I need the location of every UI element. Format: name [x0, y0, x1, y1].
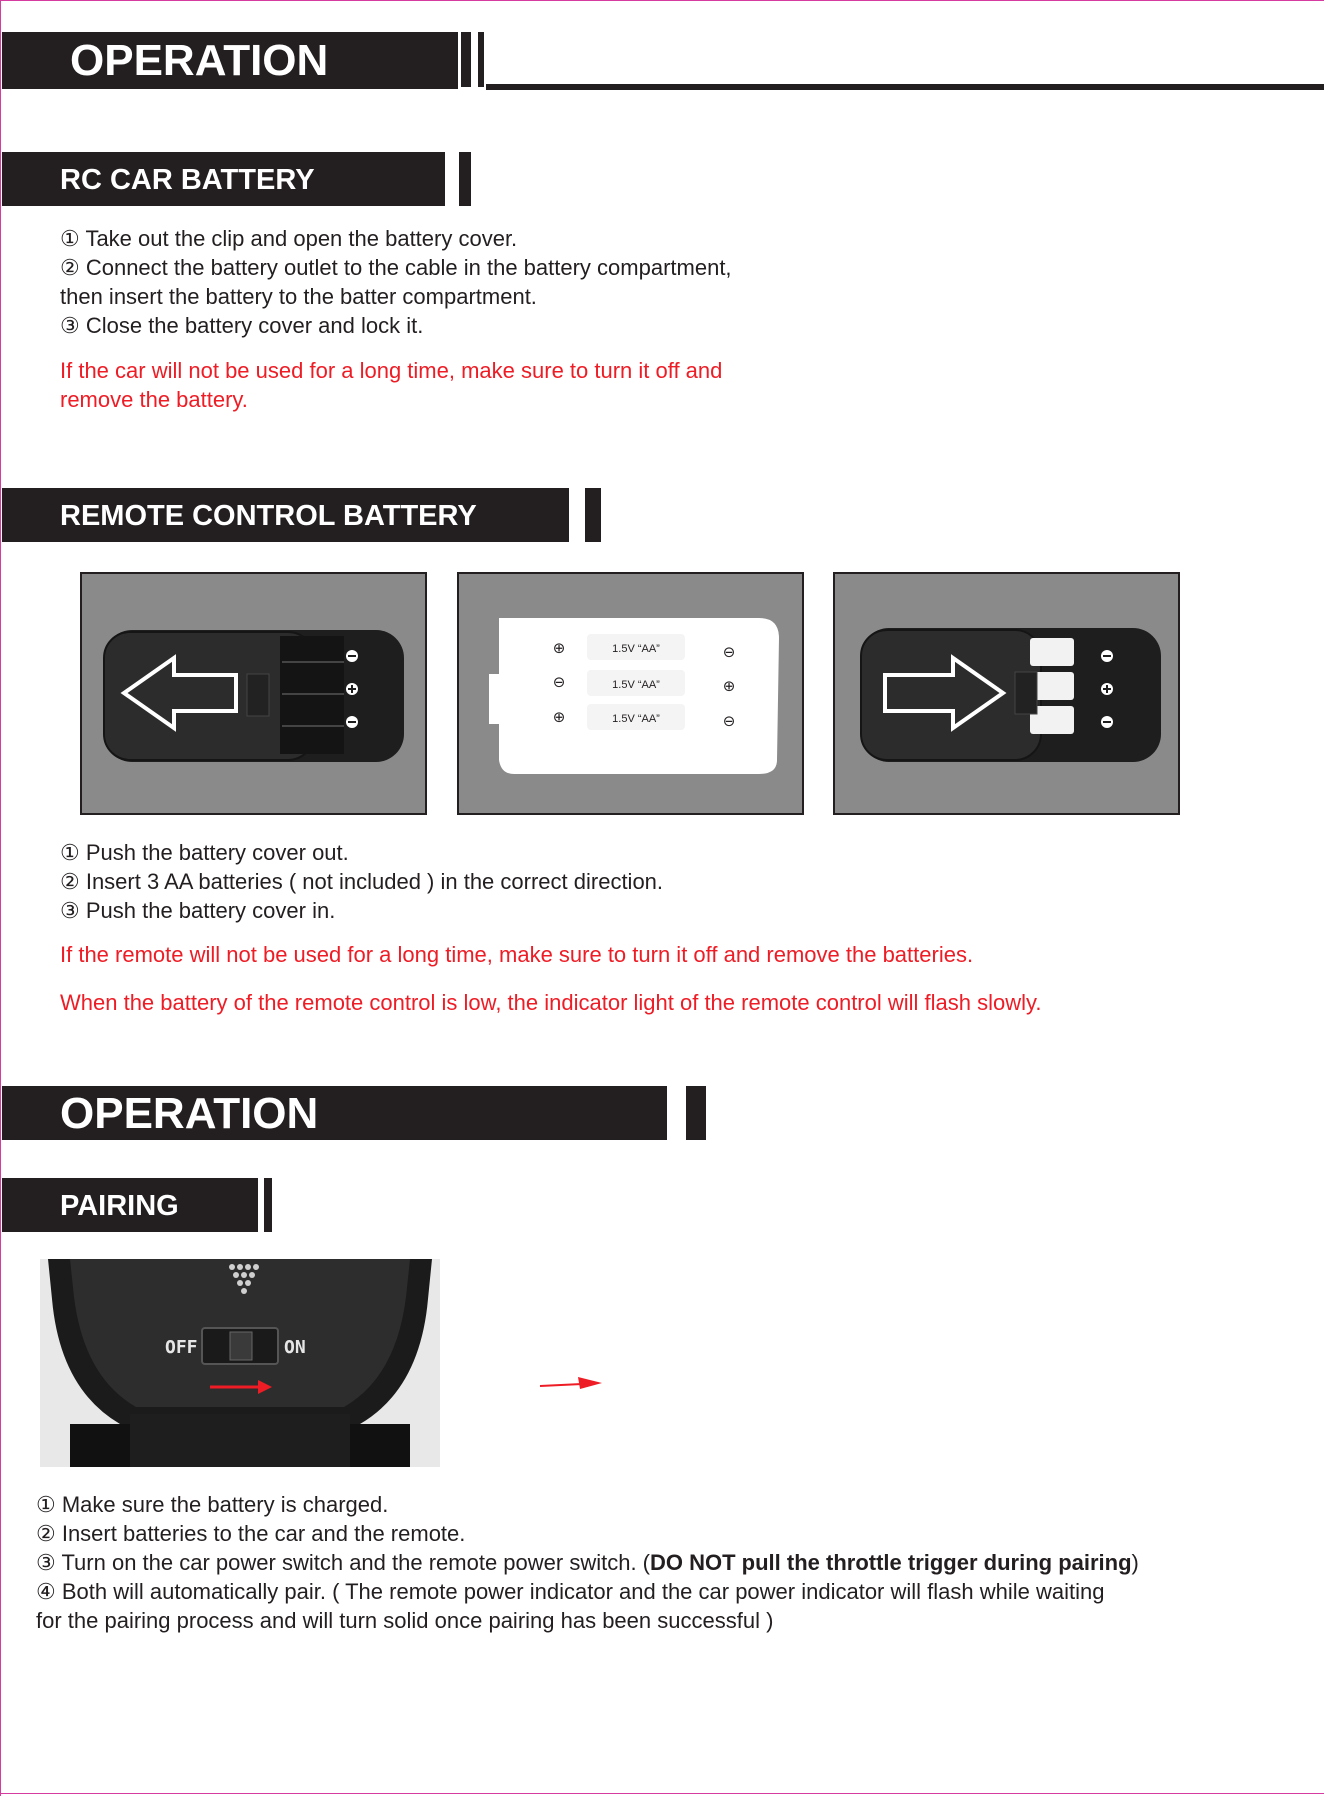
- section-divider: [686, 1086, 706, 1140]
- step-text: ① Take out the clip and open the battery cover.: [60, 226, 518, 251]
- warning-line: remove the battery.: [60, 387, 248, 412]
- svg-text:⊕: ⊕: [722, 677, 736, 695]
- svg-text:⊖: ⊖: [722, 712, 736, 730]
- warning-text: If the remote will not be used for a long time, make sure to turn it off and remove the batteries.: [60, 942, 974, 967]
- step-text: ① Make sure the battery is charged.: [36, 1492, 389, 1517]
- page-title: OPERATION: [70, 36, 329, 85]
- section-heading-bar: [2, 488, 569, 542]
- step-text: ② Insert batteries to the car and the remote.: [36, 1521, 466, 1546]
- section-title: RC CAR BATTERY: [60, 164, 315, 196]
- header-rule: [486, 84, 1324, 90]
- warning-text: [60, 356, 722, 414]
- section-title: PAIRING: [60, 1190, 179, 1222]
- step-text: ② Connect the battery outlet to the cable in the battery compartment,: [60, 255, 732, 280]
- battery-label: 1.5V “AA”: [612, 713, 660, 725]
- step-text: ① Push the battery cover out.: [60, 840, 349, 865]
- step-text: ② Insert 3 AA batteries ( not included ) in the correct direction.: [60, 869, 664, 894]
- title-divider: [461, 32, 471, 87]
- svg-text:⊕: ⊕: [552, 708, 566, 726]
- section-divider: [459, 152, 471, 206]
- step-text: [36, 1548, 1139, 1577]
- section-heading-bar: [2, 1178, 258, 1232]
- section-title: OPERATION: [60, 1089, 319, 1138]
- remote-battery-steps: [60, 838, 663, 925]
- page-title-bar: [2, 32, 458, 89]
- step-text: ④ Both will automatically pair. ( The remote power indicator and the car power indicator will flash while waiting: [36, 1579, 1105, 1604]
- remote-power-switch-image: [40, 1259, 440, 1467]
- step-text-prefix: ③ Turn on the car power switch and the remote power switch. (: [36, 1550, 650, 1575]
- battery-polarity-diagram: [457, 572, 804, 815]
- svg-text:⊕: ⊕: [552, 639, 566, 657]
- pairing-caution-text: DO NOT pull the throttle trigger during pairing: [650, 1550, 1132, 1575]
- section-divider: [585, 488, 601, 542]
- step-text: then insert the battery to the batter compartment.: [60, 284, 537, 309]
- page-border: [0, 1793, 1324, 1794]
- step-text-suffix: ): [1131, 1550, 1139, 1575]
- section-title: REMOTE CONTROL BATTERY: [60, 500, 477, 532]
- switch-off-label: OFF: [165, 1337, 198, 1358]
- svg-text:⊖: ⊖: [552, 673, 566, 691]
- remote-battery-cover-close-image: [833, 572, 1180, 815]
- battery-label: 1.5V “AA”: [612, 643, 660, 655]
- step-text: for the pairing process and will turn solid once pairing has been successful ): [36, 1608, 774, 1633]
- svg-text:⊖: ⊖: [722, 643, 736, 661]
- rc-car-battery-steps: [60, 224, 732, 340]
- warning-line: If the car will not be used for a long time, make sure to turn it off and: [60, 358, 723, 383]
- battery-label: 1.5V “AA”: [612, 679, 660, 691]
- remote-battery-cover-open-image: [80, 572, 427, 815]
- section-divider: [264, 1178, 272, 1232]
- arrow-right-icon: [538, 1376, 604, 1392]
- pairing-steps: [36, 1490, 1139, 1635]
- warning-text: When the battery of the remote control is low, the indicator light of the remote control will flash slowly.: [60, 990, 1042, 1015]
- step-text: ③ Push the battery cover in.: [60, 898, 336, 923]
- switch-on-label: ON: [284, 1337, 306, 1358]
- section-heading-bar: [2, 1086, 667, 1140]
- page-border: [0, 0, 1324, 1]
- step-text: ③ Close the battery cover and lock it.: [60, 313, 424, 338]
- section-heading-bar: [2, 152, 445, 206]
- title-divider: [478, 32, 484, 87]
- page-border: [0, 0, 1, 1796]
